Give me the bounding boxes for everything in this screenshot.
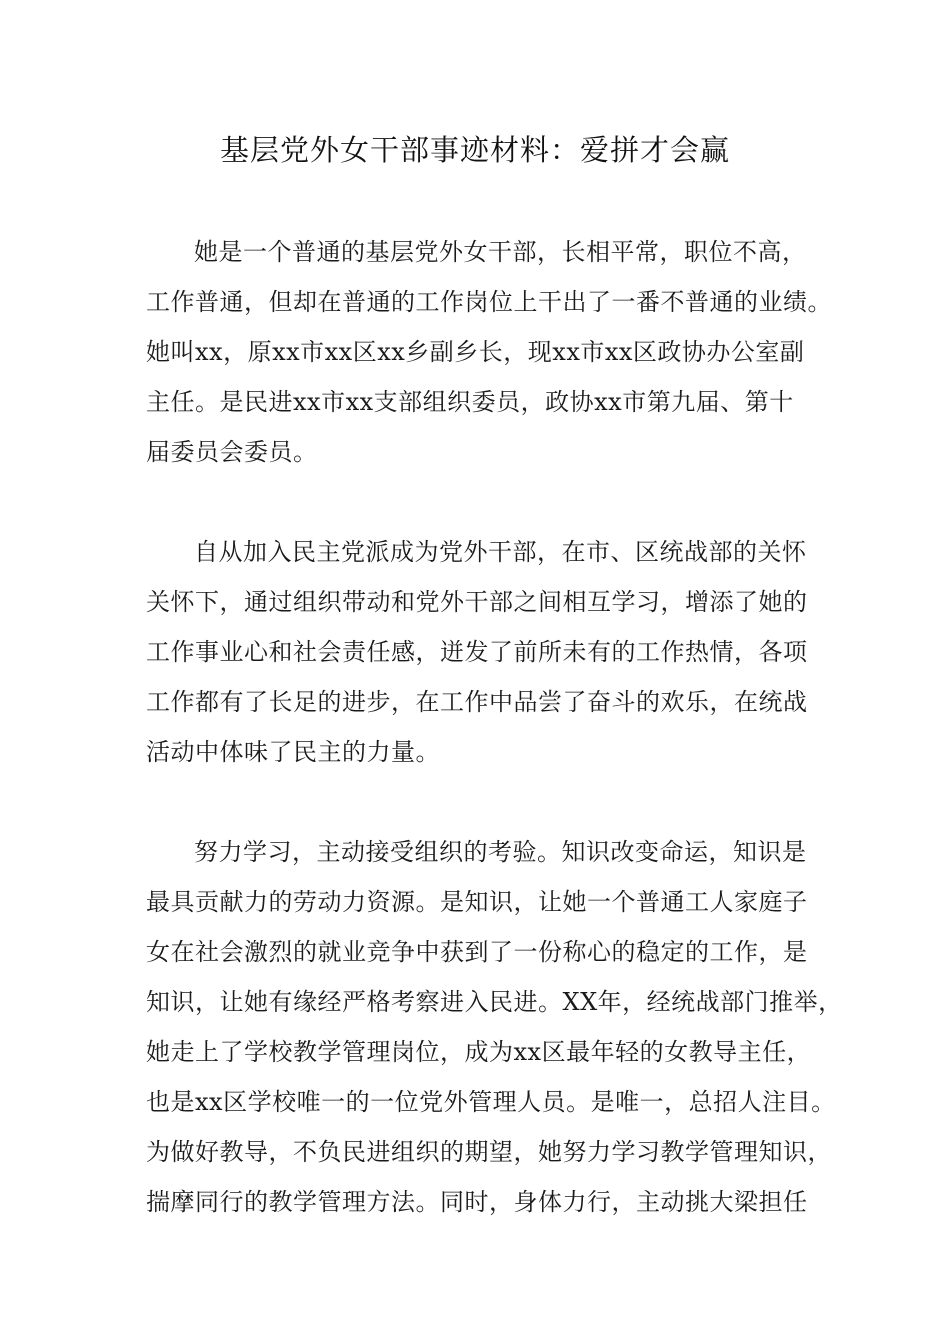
paragraph-2 — [146, 527, 826, 777]
paragraph-line: 工作事业心和社会责任感，迸发了前所未有的工作热情，各项 — [146, 638, 808, 666]
paragraph-line: 她是一个普通的基层党外女干部，长相平常，职位不高， — [194, 238, 807, 266]
paragraph-line: 关怀下，通过组织带动和党外干部之间相互学习，增添了她的 — [146, 588, 808, 616]
paragraph-line: 届委员会委员。 — [146, 438, 318, 466]
paragraph-line: 她走上了学校教学管理岗位，成为xx区最年轻的女教导主任， — [146, 1038, 812, 1066]
paragraph-line: 主任。是民进xx市xx支部组织委员，政协xx市第九届、第十 — [146, 388, 794, 416]
paragraph-line: 也是xx区学校唯一的一位党外管理人员。是唯一，总招人注目。 — [146, 1088, 836, 1116]
paragraph-3 — [146, 827, 843, 1227]
paragraph-line: 知识，让她有缘经严格考察进入民进。XX年，经统战部门推举， — [146, 988, 843, 1016]
paragraph-line: 她叫xx，原xx市xx区xx乡副乡长，现xx市xx区政协办公室副 — [146, 338, 805, 366]
paragraph-line: 女在社会激烈的就业竞争中获到了一份称心的稳定的工作，是 — [146, 938, 808, 966]
paragraph-1 — [146, 227, 832, 477]
paragraph-line: 揣摩同行的教学管理方法。同时，身体力行，主动挑大梁担任 — [146, 1188, 808, 1216]
paragraph-line: 努力学习，主动接受组织的考验。知识改变命运，知识是 — [194, 838, 807, 866]
paragraph-line: 活动中体味了民主的力量。 — [146, 738, 440, 766]
paragraph-line: 为做好教导，不负民进组织的期望，她努力学习教学管理知识， — [146, 1138, 832, 1166]
document-title: 基层党外女干部事迹材料：爱拼才会赢 — [219, 133, 730, 167]
paragraph-line: 最具贡献力的劳动力资源。是知识，让她一个普通工人家庭子 — [146, 888, 808, 916]
paragraph-line: 工作普通，但却在普通的工作岗位上干出了一番不普通的业绩。 — [146, 288, 832, 316]
paragraph-line: 工作都有了长足的进步，在工作中品尝了奋斗的欢乐，在统战 — [146, 688, 808, 716]
paragraph-line: 自从加入民主党派成为党外干部，在市、区统战部的关怀 — [194, 538, 807, 566]
